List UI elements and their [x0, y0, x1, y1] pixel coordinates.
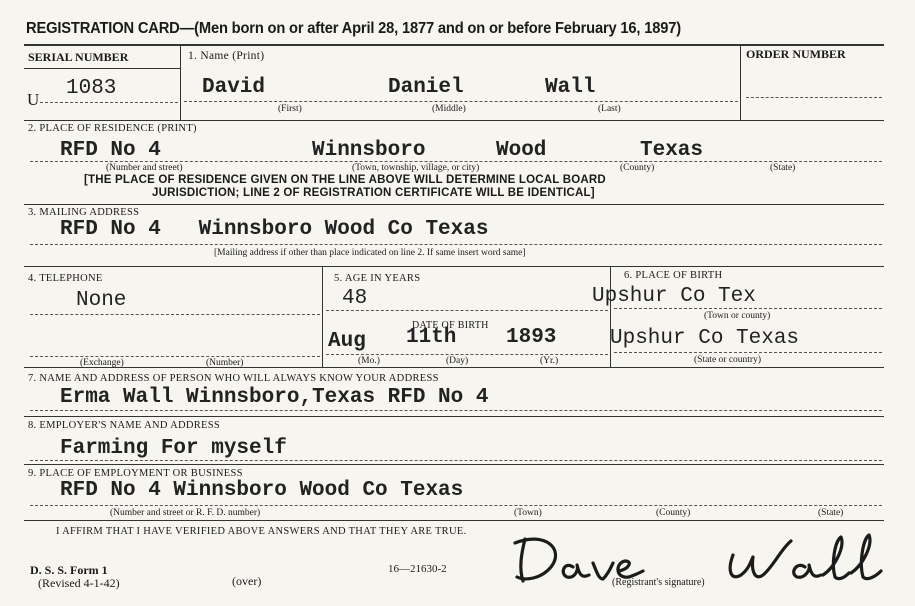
rule	[614, 308, 882, 309]
employment-county-caption: (County)	[656, 508, 691, 518]
dob-label: DATE OF BIRTH	[412, 320, 489, 331]
name-label: 1. Name (Print)	[188, 50, 265, 62]
age-label: 5. AGE IN YEARS	[334, 273, 421, 284]
residence-county: Wood	[496, 139, 547, 162]
rule	[30, 314, 320, 315]
form-name: D. S. S. Form 1	[30, 563, 108, 577]
employer-label: 8. EMPLOYER'S NAME AND ADDRESS	[28, 420, 221, 431]
yr-caption: (Yr.)	[540, 356, 559, 366]
affirmation: I AFFIRM THAT I HAVE VERIFIED ABOVE ANSWERS AND THAT THEY ARE TRUE.	[56, 526, 467, 537]
employer-value: Farming For myself	[60, 437, 287, 460]
title-rule	[24, 44, 884, 46]
dob-month: Aug	[328, 330, 366, 353]
birthplace-state: Upshur Co Texas	[610, 327, 800, 350]
row-rule	[24, 464, 884, 465]
day-caption: (Day)	[446, 356, 469, 366]
rule	[326, 310, 608, 311]
employment-value: RFD No 4 Winnsboro Wood Co Texas	[60, 479, 464, 502]
rule	[40, 102, 178, 103]
signature-image	[505, 527, 905, 587]
mo-caption: (Mo.)	[358, 356, 380, 366]
serial-number: 1083	[66, 77, 117, 100]
form-revised: (Revised 4-1-42)	[38, 576, 120, 590]
row-rule	[24, 367, 884, 368]
street-caption: (Number and street)	[106, 163, 183, 173]
divider	[180, 45, 181, 121]
rule	[614, 352, 882, 353]
last-caption: (Last)	[598, 104, 621, 114]
middle-caption: (Middle)	[432, 104, 466, 114]
card-title: REGISTRATION CARD—(Men born on or after April 28, 1877 and on or before February 16, 1897)	[26, 20, 681, 37]
rule	[30, 410, 882, 411]
rule	[30, 460, 882, 461]
signature-caption: (Registrant's signature)	[612, 577, 705, 588]
number-caption: (Number)	[206, 358, 244, 368]
county-caption: (County)	[620, 163, 655, 173]
contact-value: Erma Wall Winnsboro,Texas RFD No 4	[60, 386, 489, 409]
residence-notice-2: JURISDICTION; LINE 2 OF REGISTRATION CERTIFICATE WILL BE IDENTICAL]	[152, 187, 595, 199]
rule	[326, 354, 608, 355]
rule	[184, 101, 738, 102]
first-name: David	[202, 76, 266, 99]
employment-state-caption: (State)	[818, 508, 844, 518]
mailing-label: 3. MAILING ADDRESS	[28, 207, 140, 218]
residence-street: RFD No 4	[60, 139, 161, 162]
row-rule	[24, 266, 884, 267]
last-name: Wall	[545, 76, 596, 99]
serial-prefix: U	[27, 90, 40, 109]
dob-day: 11th	[406, 326, 457, 349]
rule	[30, 356, 320, 357]
exchange-caption: (Exchange)	[80, 358, 124, 368]
row-rule	[24, 416, 884, 417]
state-caption: (State)	[770, 163, 796, 173]
employment-town-caption: (Town)	[514, 508, 542, 518]
town-caption: (Town, township, village, or city)	[352, 163, 480, 173]
dob-year: 1893	[506, 326, 557, 349]
telephone-label: 4. TELEPHONE	[28, 273, 103, 284]
birthplace-town-caption: (Town or county)	[704, 311, 771, 321]
rule	[30, 505, 882, 506]
residence-state: Texas	[640, 139, 704, 162]
form-code: 16—21630-2	[388, 563, 447, 575]
rule	[30, 244, 882, 245]
rule	[746, 97, 882, 98]
rule	[24, 68, 180, 69]
telephone-value: None	[76, 289, 127, 312]
row-rule	[24, 204, 884, 205]
divider	[610, 267, 611, 367]
birthplace-label: 6. PLACE OF BIRTH	[624, 270, 723, 281]
employment-label: 9. PLACE OF EMPLOYMENT OR BUSINESS	[28, 468, 243, 479]
residence-label: 2. PLACE OF RESIDENCE (PRINT)	[28, 123, 197, 134]
row-rule	[24, 520, 884, 521]
mailing-caption: [Mailing address if other than place indicated on line 2. If same insert word same]	[214, 248, 526, 258]
residence-town: Winnsboro	[312, 139, 426, 162]
order-label: ORDER NUMBER	[746, 47, 846, 61]
birthplace-state-caption: (State or country)	[694, 355, 762, 365]
employment-street-caption: (Number and street or R. F. D. number)	[110, 508, 261, 518]
mailing-address: RFD No 4 Winnsboro Wood Co Texas	[60, 218, 489, 241]
middle-name: Daniel	[388, 76, 464, 99]
divider	[322, 267, 323, 367]
birthplace-town: Upshur Co Tex	[592, 285, 756, 308]
contact-label: 7. NAME AND ADDRESS OF PERSON WHO WILL ALWAYS KNOW YOUR ADDRESS	[28, 373, 439, 384]
row-rule	[24, 120, 884, 121]
form-over: (over)	[232, 574, 262, 588]
rule	[30, 161, 882, 162]
residence-notice-1: [THE PLACE OF RESIDENCE GIVEN ON THE LINE ABOVE WILL DETERMINE LOCAL BOARD	[84, 174, 606, 186]
serial-label: SERIAL NUMBER	[28, 50, 129, 64]
first-caption: (First)	[278, 104, 302, 114]
age-value: 48	[342, 287, 368, 310]
divider	[740, 45, 741, 121]
